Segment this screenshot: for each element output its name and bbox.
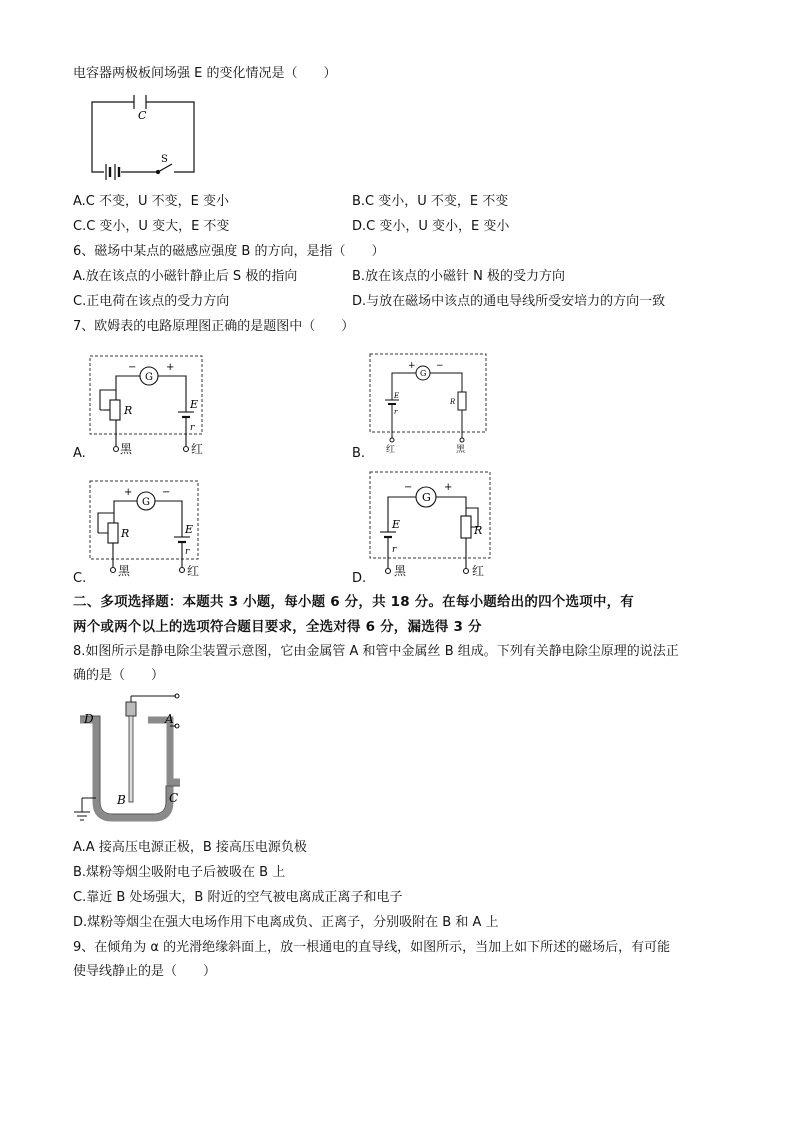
section2-heading-line2: 两个或两个以上的选项符合题目要求，全选对得 6 分，漏选得 3 分 [73,619,482,635]
q8-stem-line2: 确的是（ ） [73,668,165,683]
svg-text:+: + [444,482,453,493]
svg-text:E: E [185,523,194,536]
svg-text:G: G [422,491,431,504]
svg-text:R: R [474,524,483,537]
q5-option-a[interactable]: A.C 不变，U 不变，E 变小 [73,194,230,209]
q5-option-c[interactable]: C.C 变小，U 变大，E 不变 [73,219,230,234]
q5-option-b[interactable]: B.C 变小，U 不变，E 不变 [352,194,509,209]
svg-text:R: R [450,398,456,406]
q6-option-c[interactable]: C.正电荷在该点的受力方向 [73,294,230,309]
q7-circuit-b [368,352,490,454]
q7d-right-terminal: 红 [472,564,485,578]
svg-text:r: r [392,545,397,555]
q7-label-b[interactable]: B. [352,446,366,461]
q8-option-c[interactable]: C.靠近 B 处场强大，B 附近的空气被电离成正离子和电子 [73,890,403,905]
label-b: B [117,793,126,807]
q5-circuit-diagram [88,92,200,182]
switch-label: S [161,154,168,165]
q6-stem: 6、磁场中某点的磁感应强度 B 的方向，是指（ ） [73,244,385,259]
label-d: D [84,712,94,726]
q8-option-d[interactable]: D.煤粉等烟尘在强大电场作用下电离成负、正离子，分别吸附在 B 和 A 上 [73,915,499,930]
q7d-left-terminal: 黑 [394,564,407,578]
q5-stem: 电容器两极板间场强 E 的变化情况是（ ） [73,66,337,81]
q7a-right-terminal: 红 [191,442,204,456]
q6-option-d[interactable]: D.与放在磁场中该点的通电导线所受安培力的方向一致 [352,294,666,309]
q8-precipitator-diagram [74,690,186,830]
q7-label-a[interactable]: A. [73,446,86,461]
svg-text:+: + [166,362,175,373]
svg-text:G: G [142,497,150,508]
q7c-right-terminal: 红 [187,564,200,578]
svg-text:−: − [128,362,137,373]
galvanometer-label: G [145,372,153,383]
svg-text:E: E [392,518,401,531]
q6-option-a[interactable]: A.放在该点的小磁针静止后 S 极的指向 [73,269,298,284]
q9-stem-line1: 9、在倾角为 α 的光滑绝缘斜面上，放一根通电的直导线，如图所示，当加上如下所述的磁场后，有可能 [73,940,671,955]
q7-stem: 7、欧姆表的电路原理图正确的是题图中（ ） [73,319,355,334]
label-c: C [169,791,179,805]
q9-stem-line2: 使导线静止的是（ ） [73,964,217,979]
q5-option-d[interactable]: D.C 变小，U 变小，E 变小 [352,219,510,234]
q8-option-b[interactable]: B.煤粉等烟尘吸附电子后被吸在 B 上 [73,865,286,880]
svg-text:r: r [185,547,190,557]
q7-label-c[interactable]: C. [73,571,87,586]
q7a-left-terminal: 黑 [120,442,133,456]
svg-text:r: r [394,408,398,416]
q7c-left-terminal: 黑 [118,564,131,578]
svg-text:+: + [408,361,416,371]
q7b-right-terminal: 黑 [456,445,466,455]
svg-text:R: R [124,404,133,417]
capacitor-label: C [138,109,147,122]
svg-text:E: E [394,392,400,400]
svg-text:E: E [190,398,199,411]
q7b-left-terminal: 红 [386,445,396,455]
svg-text:G: G [420,369,427,378]
svg-text:−: − [404,482,413,493]
svg-text:r: r [190,423,195,433]
q6-option-b[interactable]: B.放在该点的小磁针 N 极的受力方向 [352,269,566,284]
q7-circuit-a [88,354,216,454]
section2-heading-line1: 二、多项选择题：本题共 3 小题，每小题 6 分，共 18 分。在每小题给出的四个选项中，有 [73,594,634,610]
svg-text:+: + [124,487,133,498]
svg-text:−: − [162,487,171,498]
svg-text:R: R [121,527,130,540]
label-a: A [165,712,174,726]
q8-option-a[interactable]: A.A 接高压电源正极，B 接高压电源负极 [73,840,307,855]
svg-text:−: − [436,361,444,371]
q8-stem-line1: 8.如图所示是静电除尘装置示意图，它由金属管 A 和管中金属丝 B 组成。下列有关静电除尘原理的说法正 [73,644,679,659]
q7-label-d[interactable]: D. [352,571,367,586]
